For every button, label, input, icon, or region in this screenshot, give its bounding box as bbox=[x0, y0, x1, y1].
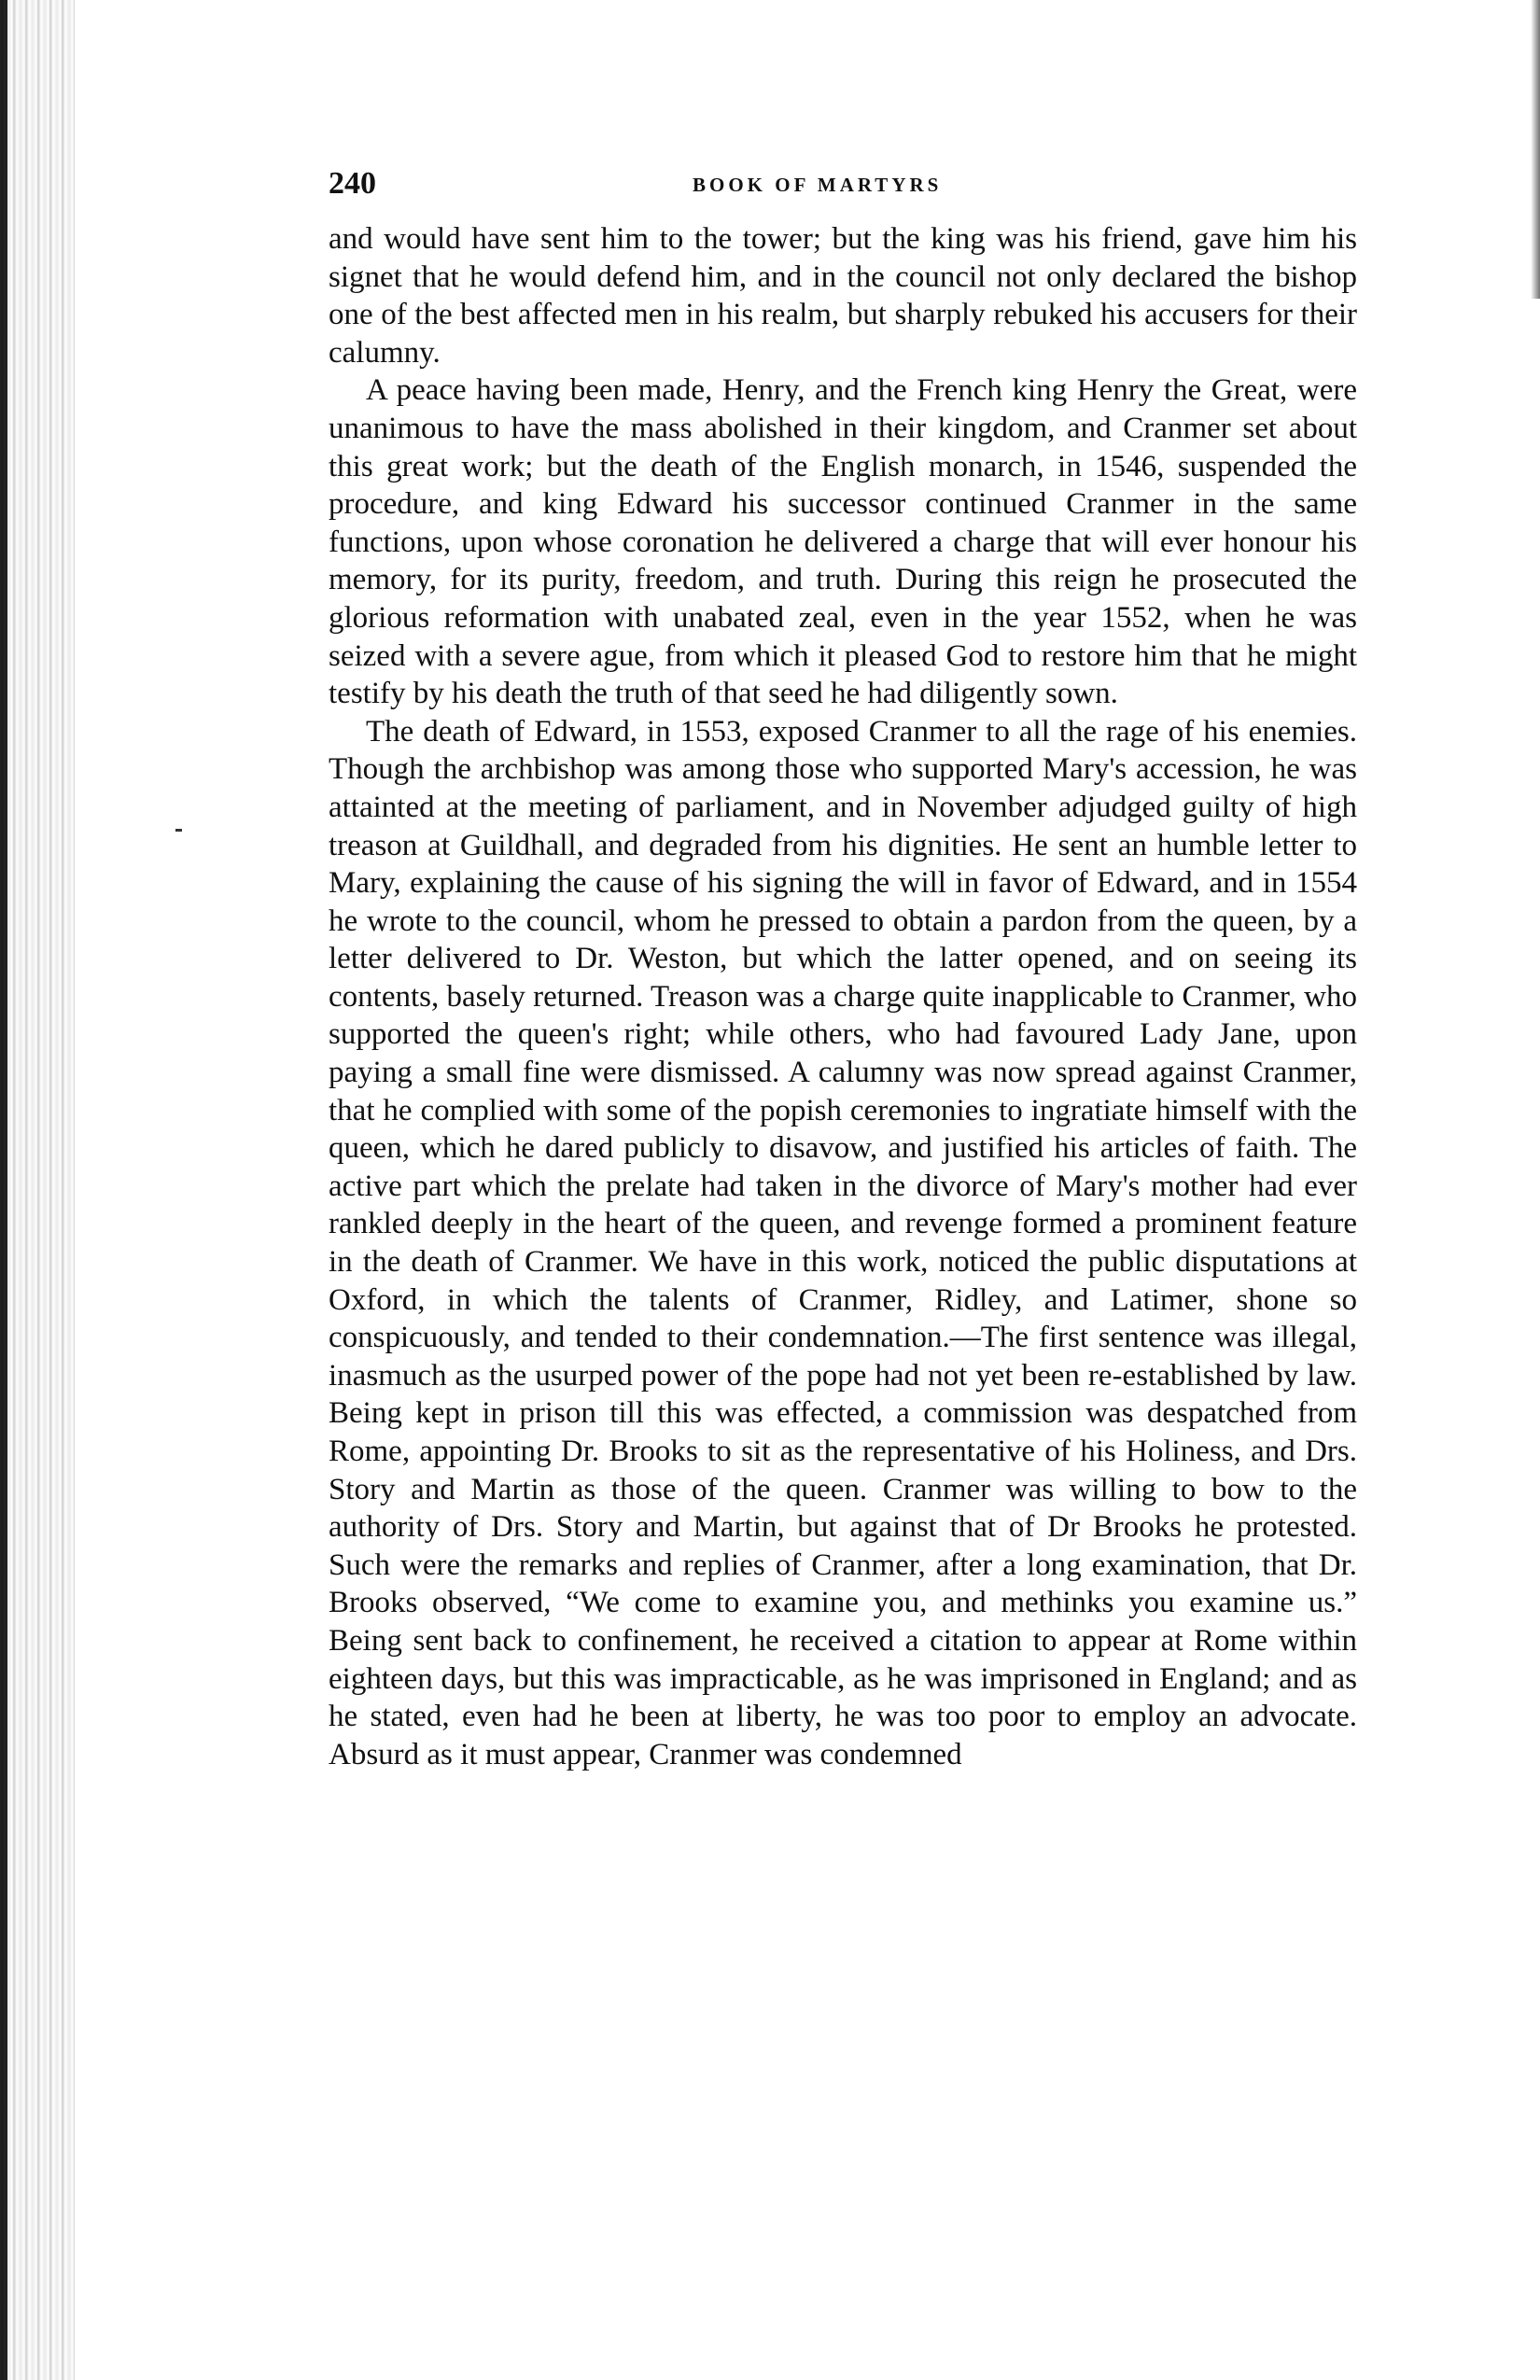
scan-right-edge bbox=[1531, 0, 1540, 299]
body-text bbox=[329, 220, 1357, 1773]
paragraph-1: and would have sent him to the tower; but the king was his friend, gave him his signet that he would defend him, and in the council not only declared the bishop one of the best affected men in his realm, but sharply rebuked his accusers for their calumny. bbox=[329, 222, 1357, 370]
paragraph-3: The death of Edward, in 1553, exposed Cranmer to all the rage of his enemies. Though the archbishop was among those who supported Mary's accession, he was attainted at the meeting of parliament, and in November adjudged guilty of high treason at Guildhall, and degraded from his dignities. He sent an humble letter to Mary, explaining the cause of his signing the will in favor of Edward, and in 1554 he wrote to the council, whom he pressed to obtain a pardon from the queen, by a letter delivered to Dr. Weston, but which the latter opened, and on seeing its contents, basely returned. Treason was a charge quite inapplicable to Cranmer, who supported the queen's right; while others, who had favoured Lady Jane, upon paying a small fine were dismissed. A calumny was now spread against Cranmer, that he complied with some of the popish ceremonies to ingratiate himself with the queen, which he dared publicly to disavow, and justified his articles of faith. The active part which the prelate had taken in the divorce of Mary's mother had ever rankled deeply in the heart of the queen, and revenge formed a prominent feature in the death of Cranmer. We have in this work, noticed the public disputations at Oxford, in which the talents of Cranmer, Ridley, and Latimer, shone so conspicuously, and tended to their condemnation.—The first sentence was illegal, inasmuch as the usurped power of the pope had not yet been re-established by law. Being kept in prison till this was effected, a commission was despatched from Rome, appointing Dr. Brooks to sit as the representative of his Holiness, and Drs. Story and Martin as those of the queen. Cranmer was willing to bow to the authority of Drs. Story and Martin, but against that of Dr Brooks he protested. Such were the remarks and replies of Cranmer, after a long examination, that Dr. Brooks observed, “We come to examine you, and methinks you examine us.” Being sent back to confinement, he received a citation to appear at Rome within eighteen days, but this was impracticable, as he was imprisoned in England; and as he stated, even had he been at liberty, he was too poor to employ an advocate. Absurd as it must appear, Cranmer was condemned bbox=[329, 714, 1357, 1771]
scan-binding-edge bbox=[0, 0, 75, 2380]
running-head bbox=[329, 166, 1357, 220]
running-title: BOOK OF MARTYRS bbox=[693, 174, 943, 196]
book-page bbox=[329, 166, 1357, 1773]
page-number: 240 bbox=[329, 166, 376, 201]
margin-mark bbox=[175, 829, 182, 832]
paragraph-2: A peace having been made, Henry, and the French king Henry the Great, were unanimous to have the mass abolished in their kingdom, and Cranmer set about this great work; but the death of the English monarch, in 1546, suspended the procedure, and king Edward his successor continued Cranmer in the same functions, upon whose coronation he delivered a charge that will ever honour his memory, for its purity, freedom, and truth. During this reign he prosecuted the glorious reformation with unabated zeal, even in the year 1552, when he was seized with a severe ague, from which it pleased God to restore him that he might testify by his death the truth of that seed he had diligently sown. bbox=[329, 373, 1357, 711]
